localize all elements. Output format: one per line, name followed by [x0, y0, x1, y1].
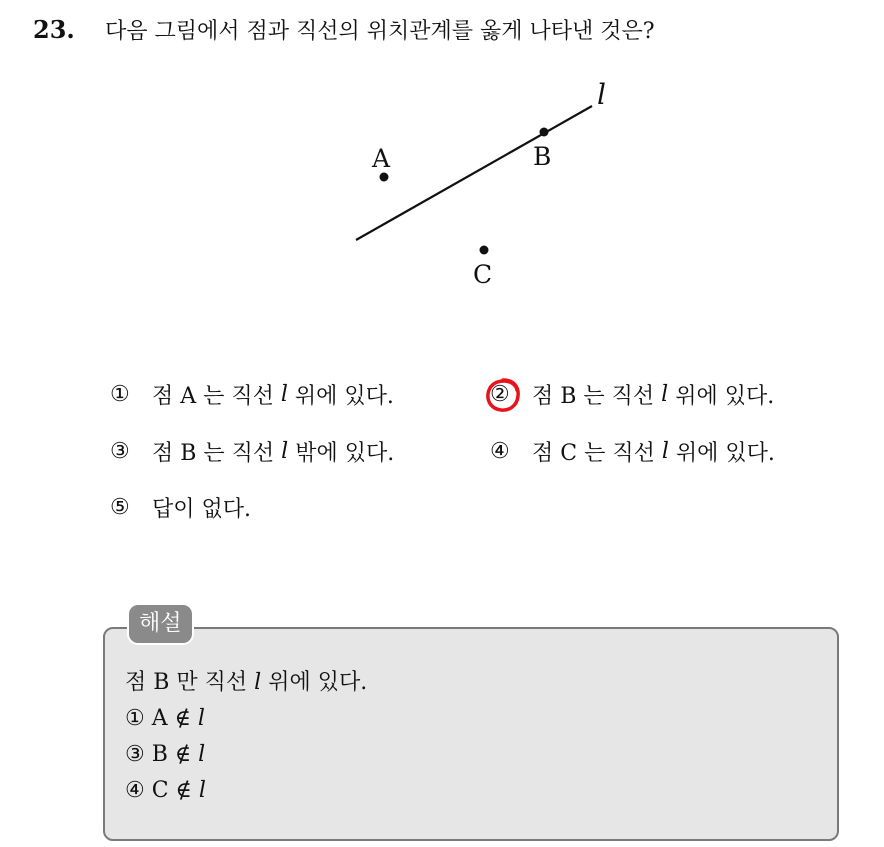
explanation-line-1 [125, 665, 367, 701]
choice-number: ④ [490, 439, 510, 464]
explanation-tab: 해설 [129, 605, 192, 643]
explanation-variable: l [198, 778, 206, 803]
point-a-label: A [372, 144, 391, 173]
choice-text-end: 위에 있다. [287, 384, 394, 409]
choice-variable: l [280, 382, 288, 407]
geometry-figure [0, 0, 884, 320]
choice-5[interactable] [110, 492, 251, 523]
choice-number: ③ [110, 439, 130, 464]
explanation-line-4 [125, 773, 367, 809]
line-l-label: l [597, 78, 606, 111]
choice-text: 점 C 는 직선 [532, 441, 662, 466]
explanation-text: ④ C ∉ [125, 778, 199, 803]
choice-text-end: 위에 있다. [668, 384, 775, 409]
choice-text-end: 위에 있다. [668, 441, 775, 466]
choice-number: ⑤ [110, 495, 130, 520]
choice-text: 점 B 는 직선 [152, 441, 282, 466]
choice-4[interactable] [490, 436, 775, 467]
explanation-text: ① A ∉ [125, 706, 198, 731]
explanation-variable: l [197, 706, 205, 731]
choice-variable: l [661, 439, 669, 464]
question-text: 다음 그림에서 점과 직선의 위치관계를 옳게 나타낸 것은? [105, 19, 655, 44]
choice-text-end: 밖에 있다. [288, 441, 395, 466]
explanation-variable: l [254, 670, 262, 695]
point-b-label: B [533, 142, 552, 171]
point-a-dot [380, 173, 389, 182]
choice-1[interactable] [110, 379, 394, 410]
explanation-variable: l [198, 742, 206, 767]
answer-circle-mark [483, 376, 523, 414]
point-c-dot [480, 246, 489, 255]
choice-text: 점 B 는 직선 [532, 384, 662, 409]
explanation-line-2 [125, 701, 367, 737]
point-b-dot [540, 128, 549, 137]
choice-variable: l [661, 382, 669, 407]
explanation-text-end: 위에 있다. [261, 670, 368, 695]
point-c-label: C [473, 260, 493, 289]
choice-2[interactable] [490, 379, 774, 410]
choice-number: ② [490, 382, 510, 407]
choice-text: 점 A 는 직선 [152, 384, 281, 409]
choice-3[interactable] [110, 436, 394, 467]
explanation-line-3 [125, 737, 367, 773]
line-l [356, 106, 592, 240]
explanation-content [125, 665, 367, 809]
choice-variable: l [281, 439, 289, 464]
explanation-text: 점 B 만 직선 [125, 670, 255, 695]
question-number: 23. [33, 15, 75, 44]
explanation-text: ③ B ∉ [125, 742, 199, 767]
choice-number-wrap [490, 382, 532, 407]
choice-text: 답이 없다. [152, 497, 251, 522]
choice-number: ① [110, 382, 130, 407]
